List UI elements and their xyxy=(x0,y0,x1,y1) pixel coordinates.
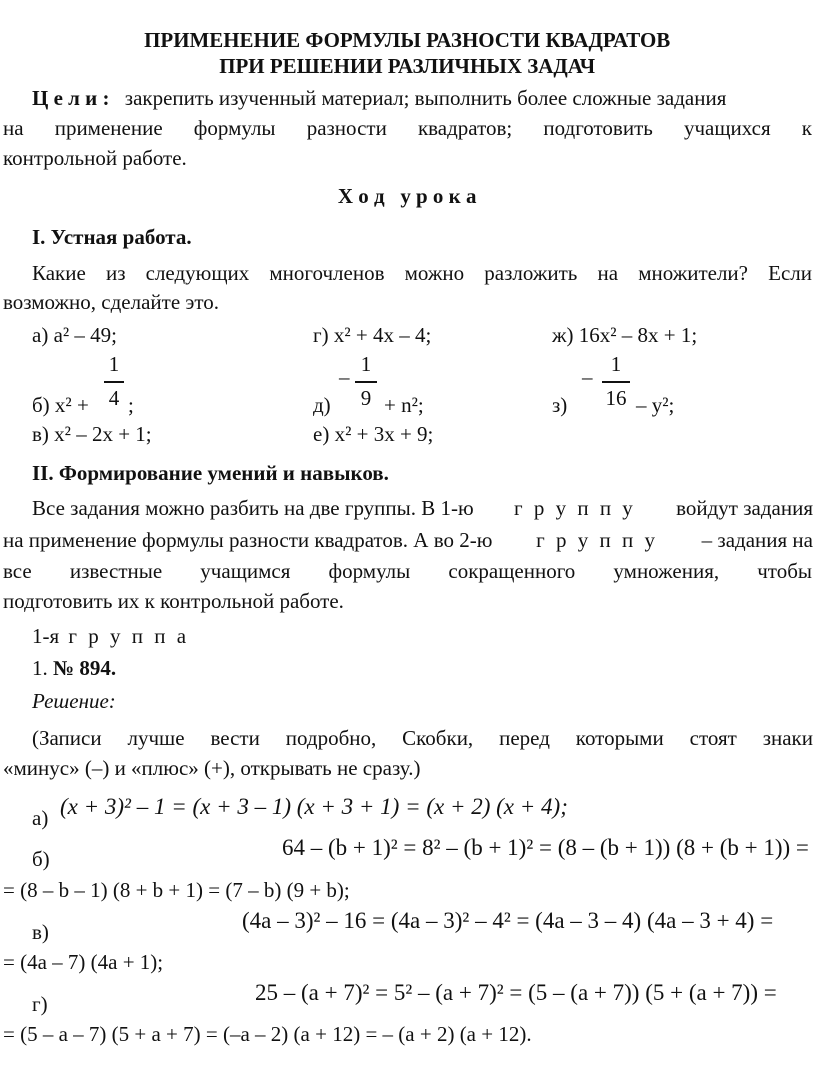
fraction-z xyxy=(602,354,630,410)
course-heading: Х о д у р о к а xyxy=(337,184,477,208)
goals-text-1: закрепить изученный материал; выполнить более сложные задания xyxy=(124,86,727,110)
para2-line1-spaced: г р у п п у xyxy=(513,496,636,520)
fraction-d-numerator: 1 xyxy=(360,352,372,376)
fraction-b-denominator: 4 xyxy=(108,386,120,410)
fraction-z-numerator: 1 xyxy=(610,352,622,376)
fraction-b-bar xyxy=(104,381,124,383)
group1-heading xyxy=(32,626,189,647)
title-line-2: ПРИ РЕШЕНИИ РАЗЛИЧНЫХ ЗАДАЧ xyxy=(219,54,596,78)
para2-line-2 xyxy=(3,530,813,551)
item-zh: ж) 16x² – 8x + 1; xyxy=(552,323,698,347)
sol-g-continuation: = (5 – a – 7) (5 + a + 7) = (–a – 2) (a + 12) = – (a + 2) (a + 12). xyxy=(3,1022,532,1046)
para2-line-1 xyxy=(32,498,813,519)
fraction-z-denominator: 16 xyxy=(605,386,627,410)
para2-line1-text-b: войдут задания xyxy=(676,496,813,520)
item-v: в) x² – 2x + 1; xyxy=(32,422,152,446)
fraction-d-bar xyxy=(355,381,377,383)
item-e: е) x² + 3x + 9; xyxy=(313,422,434,446)
note-line-1: (Записи лучше вести подробно, Скобки, перед которыми стоят знаки xyxy=(32,726,813,750)
item-z-prefix: з) xyxy=(552,393,568,417)
sol-b-label: б) xyxy=(32,847,50,871)
item-d-suffix: + n²; xyxy=(384,393,424,417)
goals-line-3: контрольной работе. xyxy=(3,146,187,170)
item-b-prefix: б) x² + xyxy=(32,393,89,417)
title-line-1: ПРИМЕНЕНИЕ ФОРМУЛЫ РАЗНОСТИ КВАДРАТОВ xyxy=(144,28,671,52)
fraction-z-bar xyxy=(602,381,630,383)
item-a: а) a² – 49; xyxy=(32,323,118,347)
group1-prefix: 1-я xyxy=(32,624,60,648)
item-z-suffix: – y²; xyxy=(636,393,675,417)
fraction-d-denominator: 9 xyxy=(360,386,372,410)
item-b-suffix: ; xyxy=(128,393,134,417)
sol-v-continuation: = (4a – 7) (4a + 1); xyxy=(3,950,164,974)
sol-a-label: а) xyxy=(32,806,49,830)
group1-spaced: г р у п п а xyxy=(68,624,190,648)
task-line-2: возможно, сделайте это. xyxy=(3,290,220,314)
para2-line2-spaced: г р у п п у xyxy=(536,528,658,552)
section2-heading: II. Формирование умений и навыков. xyxy=(32,461,389,485)
solution-label: Решение: xyxy=(32,689,116,713)
item-g: г) x² + 4x – 4; xyxy=(313,323,432,347)
exercise-heading xyxy=(32,658,116,679)
goals-line-2: на применение формулы разности квадратов; подготовить учащихся к xyxy=(3,116,812,140)
sol-g-expression: 25 – (a + 7)² = 5² – (a + 7)² = (5 – (a + 7)) (5 + (a + 7)) = xyxy=(255,980,777,1005)
sol-v-expression: (4a – 3)² – 16 = (4a – 3)² – 4² = (4a – 3 – 4) (4a – 3 + 4) = xyxy=(242,908,774,933)
sol-a-expression: (x + 3)² – 1 = (x + 3 – 1) (x + 3 + 1) = (x + 2) (x + 4); xyxy=(60,794,568,819)
sol-v-label: в) xyxy=(32,920,49,944)
para2-line2-text-a: на применение формулы разности квадратов. А во 2-ю xyxy=(3,528,493,552)
para2-line1-text-a: Все задания можно разбить на две группы. В 1-ю xyxy=(32,496,474,520)
sol-g-label: г) xyxy=(32,992,48,1016)
sol-b-continuation: = (8 – b – 1) (8 + b + 1) = (7 – b) (9 + b); xyxy=(3,878,350,902)
note-line-2: «минус» (–) и «плюс» (+), открывать не сразу.) xyxy=(3,756,421,780)
exercise-label: № 894. xyxy=(53,656,117,680)
fraction-d xyxy=(355,354,377,410)
para2-line-4: подготовить их к контрольной работе. xyxy=(3,589,344,613)
task-line-1: Какие из следующих многочленов можно разложить на множители? Если xyxy=(32,261,812,285)
item-z-minus: – xyxy=(582,365,593,389)
para2-line2-text-b: – задания на xyxy=(701,528,813,552)
goals-label: Ц е л и : xyxy=(32,86,110,110)
fraction-b xyxy=(104,354,124,410)
fraction-b-numerator: 1 xyxy=(108,352,120,376)
para2-line-3: все известные учащимся формулы сокращенного умножения, чтобы xyxy=(3,559,812,583)
goals-line-1 xyxy=(32,88,813,109)
item-d-minus: – xyxy=(339,365,350,389)
exercise-number: 1. xyxy=(32,656,48,680)
item-d-prefix: д) xyxy=(313,393,331,417)
section1-heading: I. Устная работа. xyxy=(32,225,192,249)
sol-b-expression: 64 – (b + 1)² = 8² – (b + 1)² = (8 – (b + 1)) (8 + (b + 1)) = xyxy=(282,835,809,860)
